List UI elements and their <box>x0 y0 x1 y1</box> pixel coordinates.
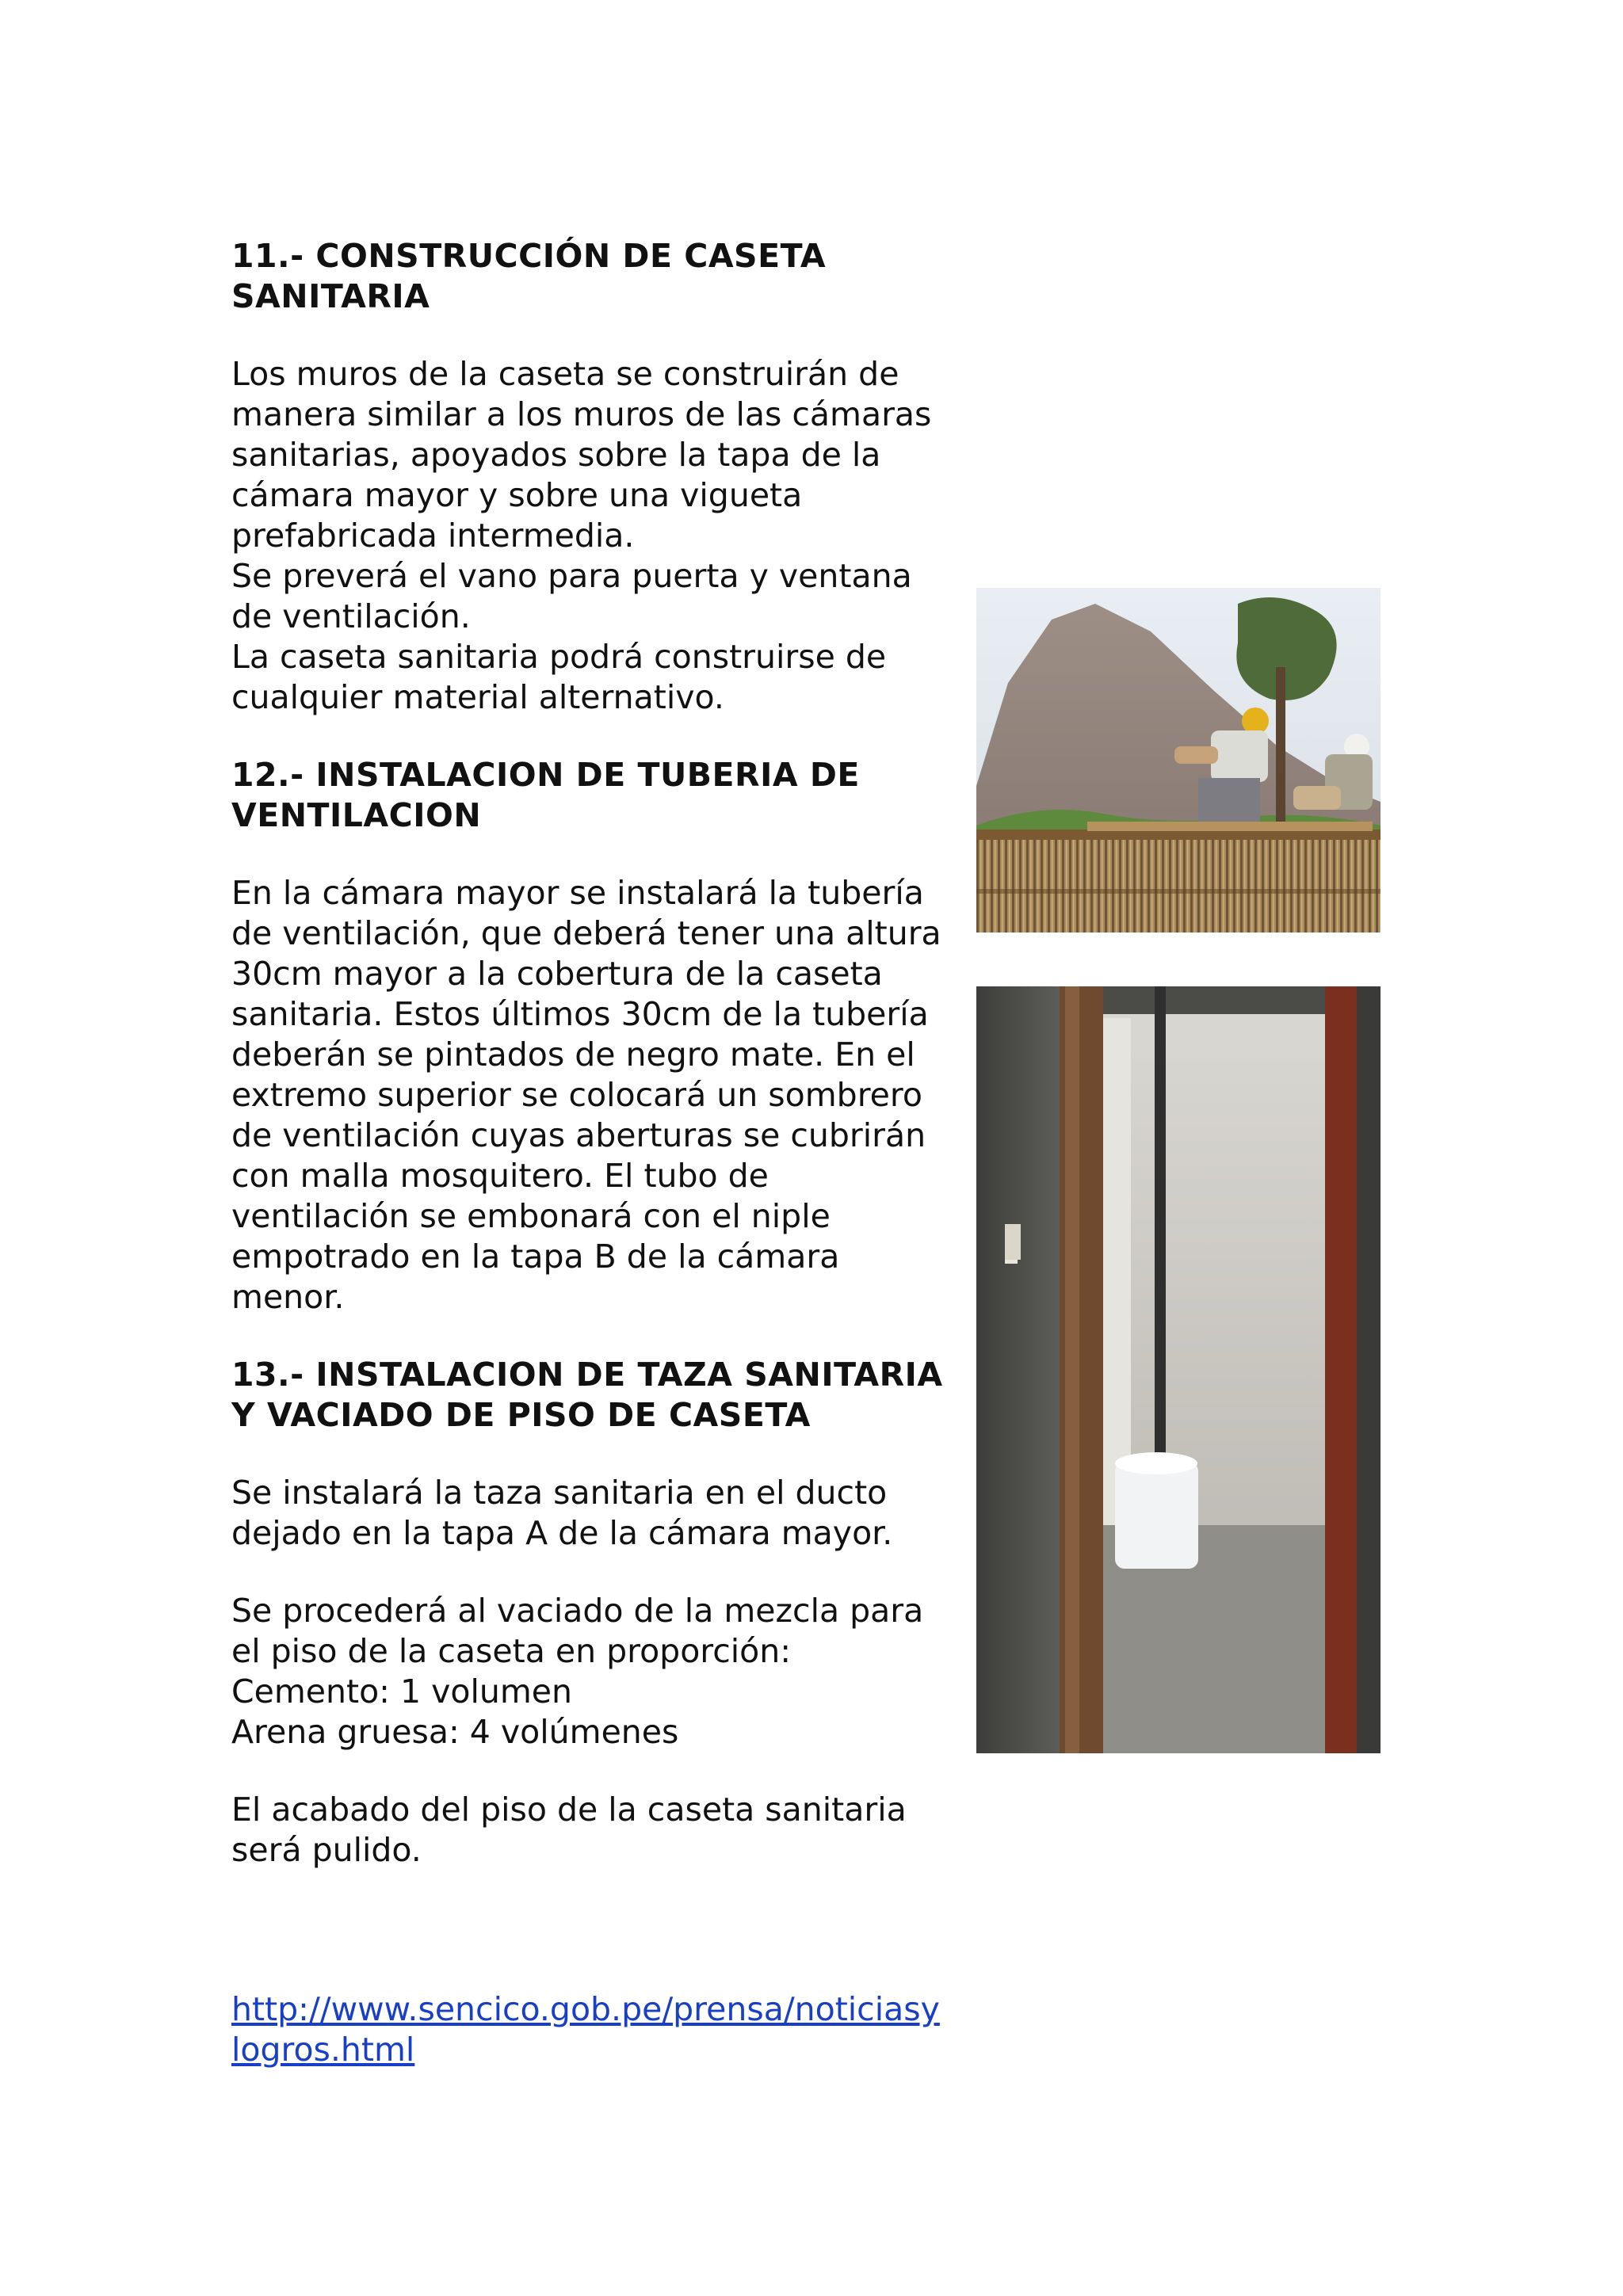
photo-workers-on-roof <box>976 588 1381 933</box>
document-body <box>231 236 968 2070</box>
section-paragraph: El acabado del piso de la caseta sanitaria será pulido. <box>231 1791 907 1869</box>
section-12 <box>231 755 968 1318</box>
section-paragraph: Se procederá al vaciado de la mezcla para el piso de la caseta en proporción: Cemento: 1 volumen Arena gruesa: 4 volúmenes <box>231 1592 924 1751</box>
section-13 <box>231 1355 968 1871</box>
section-heading: 11.- CONSTRUCCIÓN DE CASETA SANITARIA <box>231 237 827 315</box>
section-heading: 13.- INSTALACION DE TAZA SANITARIA Y VACIADO DE PISO DE CASETA <box>231 1356 943 1434</box>
section-11 <box>231 236 968 718</box>
section-heading: 12.- INSTALACION DE TUBERIA DE VENTILACION <box>231 756 860 834</box>
section-paragraph: En la cámara mayor se instalará la tubería de ventilación, que deberá tener una altura 30cm mayor a la cobertura de la caseta sanitaria. Estos últimos 30cm de la tubería deberán se pintados de negro mate. En el extremo superior se colocará un sombrero de ventilación cuyas aberturas se cubrirán con malla mosquitero. El tubo de ventilación se embonará con el niple empotrado en la tapa B de la cámara menor. <box>231 874 941 1316</box>
section-paragraph: Se instalará la taza sanitaria en el ducto dejado en la tapa A de la cámara mayor. <box>231 1474 893 1552</box>
section-paragraph: Los muros de la caseta se construirán de manera similar a los muros de las cámaras sanitarias, apoyados sobre la tapa de la cámara mayor y sobre una vigueta prefabricada intermedia. Se preverá el vano para puerta y ventana de ventilación. La caseta sanitaria podrá construirse de cualquier material alternativo. <box>231 355 932 716</box>
source-link[interactable]: http://www.sencico.gob.pe/prensa/noticiasy logros.html <box>231 1990 940 2069</box>
photo-interior-caseta <box>976 986 1381 1753</box>
